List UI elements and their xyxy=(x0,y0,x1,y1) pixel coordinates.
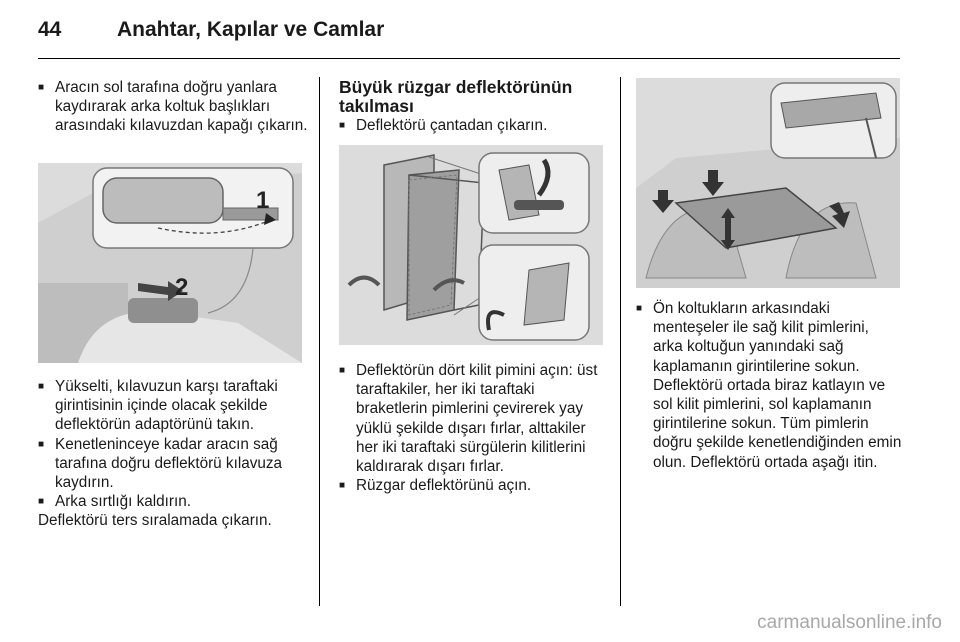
column-divider-2 xyxy=(620,77,621,606)
page-header-title: Anahtar, Kapılar ve Camlar xyxy=(117,18,385,41)
column-1 xyxy=(38,78,308,136)
instruction-bullet: ■ Aracın sol tarafına doğru yanlara kaydırarak arka koltuk başlıkları arasındaki kılavuzdan kapağı çıkarın. xyxy=(38,78,308,136)
figure-deflector-unfold xyxy=(339,145,603,345)
instruction-bullet: ■ Rüzgar deflektörünü açın. xyxy=(339,476,609,495)
page-number: 44 xyxy=(38,18,62,41)
column-2-lower xyxy=(339,361,609,495)
closing-text: Deflektörü ters sıralamada çıkarın. xyxy=(38,512,272,530)
instruction-bullet: ■ Kenetleninceye kadar aracın sağ tarafına doğru deflektörü kılavuza kaydırın. xyxy=(38,435,308,493)
section-title: Büyük rüzgar deflektörünün takılması xyxy=(339,77,573,116)
instruction-bullet: ■ Arka sırtlığı kaldırın. xyxy=(38,492,308,511)
figure-callout-2: 2 xyxy=(175,274,189,301)
watermark: carmanualsonline.info xyxy=(757,612,942,633)
column-1-lower xyxy=(38,377,308,531)
figure-callout-1: 1 xyxy=(256,187,270,214)
instruction-bullet: ■ Deflektörün dört kilit pimini açın: üst taraftakiler, her iki taraftaki braketlerin pimlerini çevirerek yay yüklü şekilde dışarı fırlar, alttakiler her iki taraftaki sürgülerin kilitlerini kaldırarak dışarı fırlar. xyxy=(339,361,609,476)
instruction-bullet: ■ Ön koltukların arkasındaki menteşeler ile sağ kilit pimlerini, arka koltuğun yanındaki sağ kaplamanın girintilerine sokun. Deflektörü ortada biraz katlayın ve sol kilit pimlerini, sol kaplamanın girintilerine sokun. Tüm pimlerin doğru şekilde kenetlendiğinden emin olun. Deflektörü ortada aşağı itin. xyxy=(636,299,902,472)
header-rule xyxy=(38,58,900,59)
figure-deflector-install xyxy=(636,78,900,288)
instruction-bullet: ■ Yükselti, kılavuzun karşı taraftaki girintisinin içinde olacak şekilde deflektörün adaptörünü takın. xyxy=(38,377,308,435)
figure-cover-removal xyxy=(38,163,302,363)
column-3 xyxy=(636,299,902,472)
column-divider-1 xyxy=(319,77,320,606)
column-2 xyxy=(339,78,609,135)
instruction-bullet: ■ Deflektörü çantadan çıkarın. xyxy=(339,116,609,135)
